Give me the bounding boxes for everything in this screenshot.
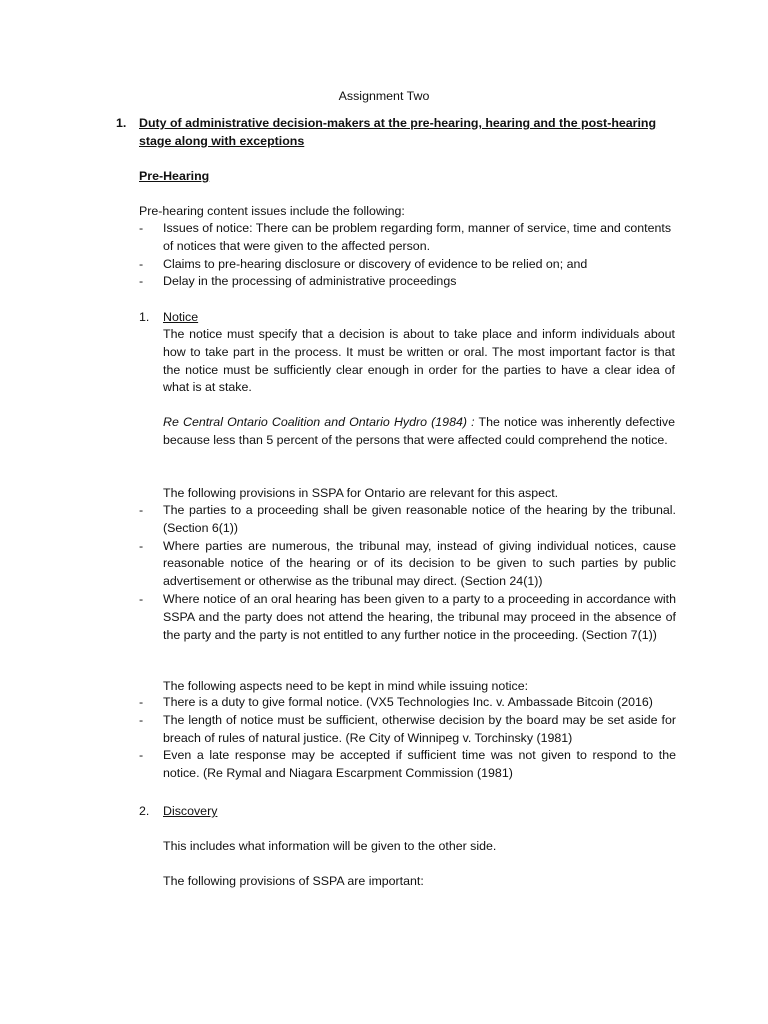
list-item: - Where parties are numerous, the tribunal may, instead of giving individual notices, cause reasonable notice of the hearing or of its decision to be given to such parties by public advertisement or otherwise as the tribunal may direct. (Section 24(1)) <box>139 538 676 589</box>
bullet-dash: - <box>139 538 144 553</box>
list-item: - There is a duty to give formal notice. (VX5 Technologies Inc. v. Ambassade Bitcoin (2016) <box>139 694 676 712</box>
aspects-intro: The following aspects need to be kept in mind while issuing notice: <box>163 679 529 693</box>
list-item: - Delay in the processing of administrative proceedings <box>139 273 676 291</box>
section-number: 1. <box>139 310 150 324</box>
bullet-dash: - <box>139 274 144 289</box>
notice-paragraph: The notice must specify that a decision is about to take place and inform individuals about how to take part in the process. It must be written or oral. The most important factor is that the notice must be sufficiently clear enough in order for the parties to have a clear idea of what is at stake. <box>163 327 675 395</box>
bullet-dash: - <box>139 748 144 763</box>
list-item: - The length of notice must be sufficient, otherwise decision by the board may be set aside for breach of rules of natural justice. (Re City of Winnipeg v. Torchinsky (1981) <box>139 712 676 745</box>
case-name: Re Central Ontario Coalition and Ontario Hydro (1984) : <box>163 415 475 429</box>
case-paragraph <box>163 414 675 450</box>
document-title: Assignment Two <box>338 89 430 103</box>
section-title-discovery: Discovery <box>163 804 218 818</box>
list-item: - Even a late response may be accepted if sufficient time was not given to respond to the notice. (Re Rymal and Niagara Escarpment Commission (1981) <box>139 748 676 781</box>
pre-hearing-issues-list <box>139 220 676 291</box>
provisions-list <box>139 502 676 644</box>
question-heading: Duty of administrative decision-makers at the pre-hearing, hearing and the post-hearing stage along with exceptions <box>139 116 657 148</box>
bullet-dash: - <box>139 695 144 709</box>
discovery-provisions-intro: The following provisions of SSPA are important: <box>163 874 424 888</box>
pre-hearing-subheading: Pre-Hearing <box>139 169 210 183</box>
bullet-dash: - <box>139 712 144 727</box>
list-item: - Issues of notice: There can be problem regarding form, manner of service, time and contents of notices that were given to the affected person. <box>139 221 672 253</box>
bullet-dash: - <box>139 591 144 606</box>
section-number: 2. <box>139 804 150 818</box>
bullet-dash: - <box>139 221 144 235</box>
case-text: The notice was inherently defective because less than 5 percent of the persons that were affected could comprehend the notice. <box>163 415 675 447</box>
bullet-dash: - <box>139 256 144 271</box>
section-title-notice: Notice <box>163 310 199 324</box>
question-number: 1. <box>116 116 127 130</box>
provisions-intro: The following provisions in SSPA for Ontario are relevant for this aspect. <box>163 486 559 500</box>
bullet-dash: - <box>139 503 144 517</box>
discovery-paragraph: This includes what information will be given to the other side. <box>163 839 497 853</box>
list-item: - Claims to pre-hearing disclosure or discovery of evidence to be relied on; and <box>139 256 676 274</box>
aspects-list <box>139 694 676 783</box>
list-item: - Where notice of an oral hearing has been given to a party to a proceeding in accordance with SSPA and the party does not attend the hearing, the tribunal may proceed in the absence of the party and the party is not entitled to any further notice in the proceeding. (Section 7(1)) <box>139 591 676 642</box>
list-item: - The parties to a proceeding shall be given reasonable notice of the hearing by the tribunal. (Section 6(1)) <box>139 503 676 535</box>
pre-hearing-intro: Pre-hearing content issues include the following: <box>139 204 405 218</box>
